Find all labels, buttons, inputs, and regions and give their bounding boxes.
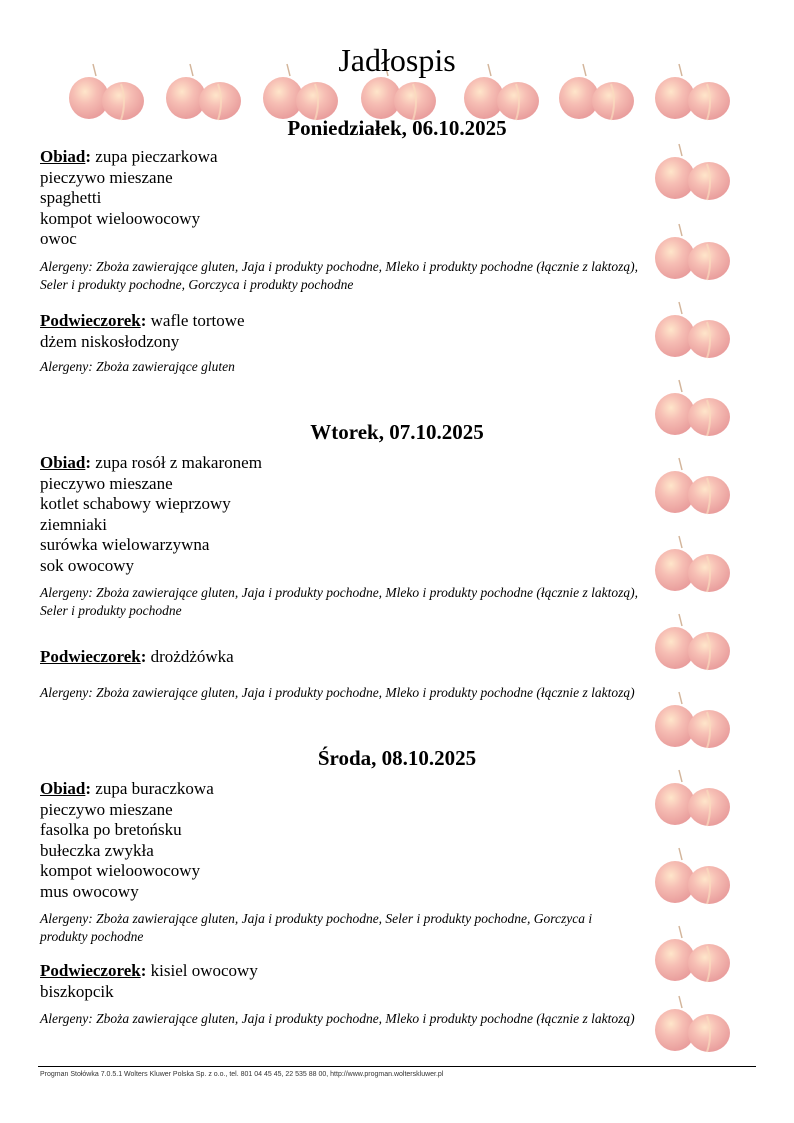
menu-item: drożdżówka	[150, 647, 234, 666]
allergen-line: Seler i produkty pochodne	[40, 603, 182, 618]
menu-item: mus owocowy	[40, 881, 139, 901]
menu-item: wafle tortowe	[150, 311, 245, 330]
menu-item: ziemniaki	[40, 514, 108, 534]
lunch-block-tuesday: Obiad: zupa rosół z makaronem pieczywo mieszane kotlet schabowy wieprzowy ziemniaki surówka wielowarzywna sok owocowy	[40, 453, 760, 576]
page-title: Jadłospis	[338, 42, 456, 78]
menu-item: owoc	[40, 229, 77, 248]
allergen-note	[40, 358, 760, 376]
menu-item: zupa rosół z makaronem	[95, 453, 262, 472]
snack-block-monday: Podwieczorek: wafle tortowe dżem niskosłodzony	[40, 311, 760, 352]
snack-label: Podwieczorek	[40, 961, 141, 980]
menu-item: pieczywo mieszane	[40, 473, 173, 493]
day-heading-tuesday: Wtorek, 07.10.2025	[310, 420, 484, 444]
footer-text: Progman Stołówka 7.0.5.1 Wolters Kluwer Polska Sp. z o.o., tel. 801 04 45 45, 22 535 88 00, http://www.progman.wolterskluwer.pl	[40, 1071, 444, 1078]
menu-item: pieczywo mieszane	[40, 799, 173, 819]
snack-label: Podwieczorek	[40, 647, 141, 666]
lunch-label: Obiad	[40, 779, 86, 798]
allergen-note	[40, 1010, 760, 1028]
menu-item: pieczywo mieszane	[40, 167, 173, 187]
allergen-note	[40, 584, 760, 620]
menu-item: kisiel owocowy	[150, 961, 258, 980]
menu-item: kotlet schabowy wieprzowy	[40, 494, 231, 513]
menu-item: sok owocowy	[40, 555, 134, 575]
lunch-label: Obiad	[40, 453, 86, 472]
footer-divider	[38, 1066, 756, 1067]
day-heading-monday: Poniedziałek, 06.10.2025	[287, 116, 507, 140]
menu-item: biszkopcik	[40, 981, 114, 1001]
allergen-note	[40, 258, 760, 294]
day-heading-wednesday: Środa, 08.10.2025	[317, 746, 477, 770]
menu-item: kompot wieloowocowy	[40, 861, 201, 880]
allergen-line: Seler i produkty pochodne, Gorczyca i produkty pochodne	[40, 277, 354, 292]
lunch-block-wednesday: Obiad: zupa buraczkowa pieczywo mieszane fasolka po bretońsku bułeczka zwykła kompot wieloowocowy mus owocowy	[40, 779, 760, 902]
allergen-line: Alergeny: Zboża zawierające gluten, Jaja i produkty pochodne, Mleko i produkty pochodne (łącznie z laktozą)	[40, 1011, 635, 1026]
menu-item: dżem niskosłodzony	[40, 331, 180, 351]
menu-item: zupa buraczkowa	[95, 779, 214, 798]
allergen-line: Alergeny: Zboża zawierające gluten	[40, 359, 235, 374]
allergen-line: produkty pochodne	[40, 929, 144, 944]
menu-item: fasolka po bretońsku	[40, 820, 182, 839]
menu-item: zupa pieczarkowa	[95, 147, 218, 166]
allergen-line: Alergeny: Zboża zawierające gluten, Jaja i produkty pochodne, Mleko i produkty pochodne (łącznie z laktozą),	[40, 585, 638, 600]
snack-label: Podwieczorek	[40, 311, 141, 330]
allergen-line: Alergeny: Zboża zawierające gluten, Jaja i produkty pochodne, Seler i produkty pochodne, Gorczyca i	[40, 911, 593, 926]
allergen-line: Alergeny: Zboża zawierające gluten, Jaja i produkty pochodne, Mleko i produkty pochodne (łącznie z laktozą)	[40, 685, 635, 700]
menu-item: bułeczka zwykła	[40, 840, 154, 860]
snack-block-wednesday: Podwieczorek: kisiel owocowy biszkopcik	[40, 961, 760, 1002]
allergen-note	[40, 684, 760, 702]
menu-item: kompot wieloowocowy	[40, 208, 201, 228]
menu-item: surówka wielowarzywna	[40, 535, 210, 554]
lunch-label: Obiad	[40, 147, 86, 166]
lunch-block-monday: Obiad: zupa pieczarkowa pieczywo mieszane spaghetti kompot wieloowocowy owoc	[40, 147, 760, 250]
menu-item: spaghetti	[40, 188, 102, 207]
allergen-note	[40, 910, 760, 946]
snack-block-tuesday: Podwieczorek: drożdżówka	[40, 647, 234, 666]
allergen-line: Alergeny: Zboża zawierające gluten, Jaja i produkty pochodne, Mleko i produkty pochodne (łącznie z laktozą),	[40, 259, 638, 274]
